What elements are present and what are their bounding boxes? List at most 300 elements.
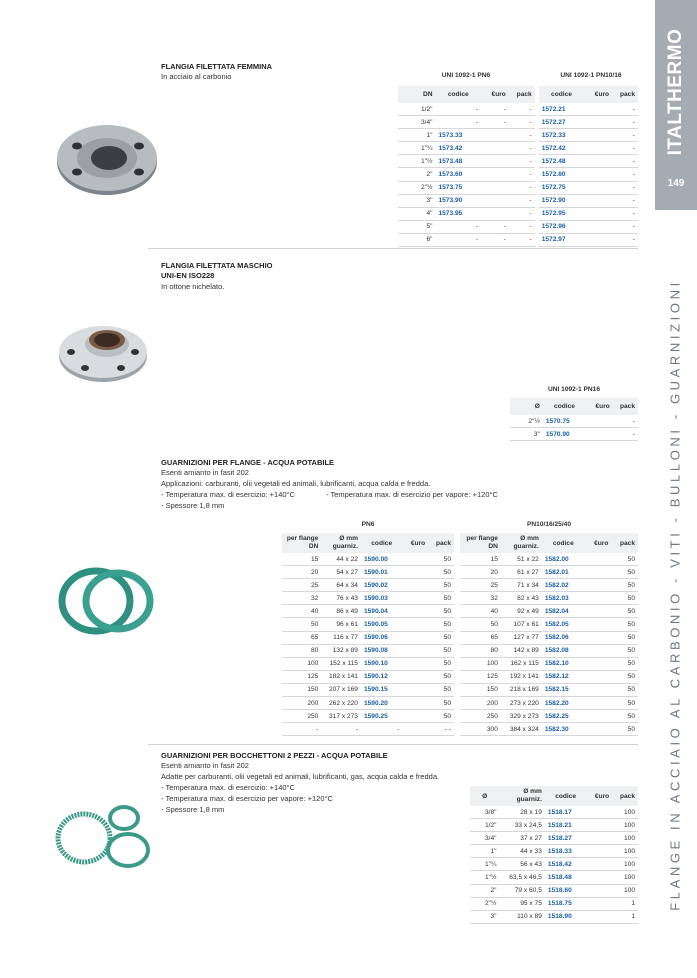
table-row bbox=[460, 605, 638, 618]
divider bbox=[148, 248, 638, 249]
table-row bbox=[282, 697, 454, 710]
table-row bbox=[398, 194, 638, 207]
s4-tbody bbox=[470, 806, 638, 923]
cell: 20 bbox=[282, 566, 321, 579]
cell: 1518.60 bbox=[545, 884, 587, 897]
cell bbox=[402, 697, 428, 710]
cell: 86 x 49 bbox=[321, 605, 361, 618]
section3-line1: Esenti amianto in fasit 202 bbox=[161, 468, 249, 477]
cell bbox=[402, 618, 428, 631]
table-row bbox=[282, 618, 454, 631]
cell: 1582.00 bbox=[542, 553, 585, 566]
s3-table-pn10 bbox=[460, 533, 638, 736]
cell: 250 bbox=[282, 710, 321, 723]
cell: 50 bbox=[611, 683, 638, 696]
table-row bbox=[460, 657, 638, 670]
table-row bbox=[470, 910, 638, 923]
cell: - bbox=[282, 723, 321, 736]
cell: - bbox=[509, 116, 537, 129]
cell: 262 x 220 bbox=[321, 697, 361, 710]
cell: 1590.00 bbox=[361, 553, 402, 566]
cell: - bbox=[509, 233, 537, 246]
cell: - - bbox=[428, 723, 454, 736]
cell: 1" bbox=[470, 845, 500, 858]
cell: - bbox=[613, 415, 638, 428]
cell: 1518.42 bbox=[545, 858, 587, 871]
cell bbox=[585, 605, 612, 618]
cell bbox=[402, 579, 428, 592]
cell bbox=[586, 806, 612, 819]
cell: - bbox=[509, 129, 537, 142]
cell bbox=[585, 683, 612, 696]
cell bbox=[586, 858, 612, 871]
cell: - bbox=[612, 207, 638, 220]
table-row bbox=[398, 181, 638, 194]
table-row bbox=[460, 710, 638, 723]
cell: 50 bbox=[611, 566, 638, 579]
s2-group: UNI 1092-1 PN16 bbox=[547, 386, 601, 393]
cell: 37 x 27 bbox=[500, 832, 545, 845]
cell bbox=[585, 631, 612, 644]
cell: 1518.75 bbox=[545, 897, 587, 910]
cell: 50 bbox=[611, 631, 638, 644]
cell: 44 x 33 bbox=[500, 845, 545, 858]
table-row bbox=[460, 670, 638, 683]
cell: 32 bbox=[282, 592, 321, 605]
label: Ø mm bbox=[523, 788, 542, 795]
cell: 107 x 61 bbox=[501, 618, 542, 631]
cell: 50 bbox=[611, 618, 638, 631]
s2-h-pack: pack bbox=[613, 398, 638, 415]
cell: 1573.95 bbox=[435, 207, 481, 220]
cell: 100 bbox=[612, 819, 638, 832]
cell: 50 bbox=[428, 683, 454, 696]
cell bbox=[402, 592, 428, 605]
cell: 50 bbox=[611, 697, 638, 710]
cell: - bbox=[481, 103, 509, 116]
table-row bbox=[398, 129, 638, 142]
cell: 1/2" bbox=[398, 103, 435, 116]
cell: - bbox=[612, 103, 638, 116]
cell: - bbox=[481, 220, 509, 233]
s1-h-dn: DN bbox=[398, 86, 435, 103]
cell: 1"¼ bbox=[470, 858, 500, 871]
cell: 1590.12 bbox=[361, 670, 402, 683]
cell: 50 bbox=[611, 553, 638, 566]
table-row bbox=[398, 168, 638, 181]
cell: 1572.27 bbox=[537, 116, 585, 129]
cell: 50 bbox=[428, 657, 454, 670]
cell: 100 bbox=[612, 884, 638, 897]
cell: 56 x 43 bbox=[500, 858, 545, 871]
cell: 40 bbox=[282, 605, 321, 618]
label: guarniz. bbox=[332, 543, 358, 550]
cell bbox=[586, 819, 612, 832]
cell: - bbox=[509, 181, 537, 194]
cell: 50 bbox=[611, 644, 638, 657]
cell: 1582.30 bbox=[542, 723, 585, 736]
table-row bbox=[282, 723, 454, 736]
category-title: FLANGE IN ACCIAIO AL CARBONIO - VITI - BULLONI - GUARNIZIONI bbox=[667, 279, 683, 911]
section3-line3b: - Temperatura max. di esercizio per vapore: +120°C bbox=[326, 490, 498, 499]
table-row bbox=[470, 897, 638, 910]
cell: 150 bbox=[460, 683, 501, 696]
table-row bbox=[470, 858, 638, 871]
cell: 1572.42 bbox=[537, 142, 585, 155]
cell: 1572.96 bbox=[537, 220, 585, 233]
section1-title: FLANGIA FILETTATA FEMMINA bbox=[161, 62, 273, 71]
section4-line1: Esenti amianto in fasit 202 bbox=[161, 761, 249, 770]
sidebar bbox=[655, 0, 697, 978]
s3-table-pn6 bbox=[282, 533, 454, 736]
cell: 1570.90 bbox=[543, 428, 586, 441]
table-row bbox=[470, 884, 638, 897]
table-row bbox=[282, 670, 454, 683]
s1-h-pack: pack bbox=[509, 86, 537, 103]
cell: 384 x 324 bbox=[501, 723, 542, 736]
cell: - bbox=[509, 168, 537, 181]
cell: 100 bbox=[612, 806, 638, 819]
section2-subtitle: UNI-EN ISO228 bbox=[161, 271, 215, 280]
s1-h-euro: €uro bbox=[481, 86, 509, 103]
s3b-tbody bbox=[460, 553, 638, 736]
cell: 1582.06 bbox=[542, 631, 585, 644]
cell bbox=[585, 657, 612, 670]
cell: 207 x 169 bbox=[321, 683, 361, 696]
cell: - bbox=[361, 723, 402, 736]
cell: 1572.90 bbox=[537, 194, 585, 207]
cell: 3" bbox=[398, 194, 435, 207]
cell bbox=[585, 723, 612, 736]
section4-line3: - Temperatura max. di esercizio: +140°C bbox=[161, 783, 295, 792]
table-row bbox=[470, 832, 638, 845]
cell bbox=[481, 168, 509, 181]
s3a-h-per bbox=[282, 533, 321, 553]
cell bbox=[585, 566, 612, 579]
cell: 50 bbox=[428, 566, 454, 579]
section1-desc: In acciaio al carbonio bbox=[161, 72, 232, 81]
cell: 142 x 89 bbox=[501, 644, 542, 657]
cell: 44 x 22 bbox=[321, 553, 361, 566]
cell: - bbox=[612, 116, 638, 129]
cell: 1518.17 bbox=[545, 806, 587, 819]
cell: 50 bbox=[428, 553, 454, 566]
cell: 63,5 x 46,5 bbox=[500, 871, 545, 884]
cell: 50 bbox=[428, 670, 454, 683]
s3-group-a: PN6 bbox=[361, 521, 375, 528]
s2-h-codice: codice bbox=[543, 398, 586, 415]
cell: 300 bbox=[460, 723, 501, 736]
male-flange-photo bbox=[55, 316, 151, 386]
cell: 79 x 60,5 bbox=[500, 884, 545, 897]
cell: 2"½ bbox=[510, 415, 543, 428]
cell: 50 bbox=[428, 592, 454, 605]
cell: 50 bbox=[428, 631, 454, 644]
cell: 1582.01 bbox=[542, 566, 585, 579]
cell: 50 bbox=[428, 579, 454, 592]
cell: 1518.48 bbox=[545, 871, 587, 884]
cell: 218 x 169 bbox=[501, 683, 542, 696]
table-row bbox=[282, 631, 454, 644]
s4-table bbox=[470, 786, 638, 924]
cell: 25 bbox=[282, 579, 321, 592]
cell: - bbox=[435, 103, 481, 116]
s2-h-euro: €uro bbox=[586, 398, 613, 415]
cell: 329 x 273 bbox=[501, 710, 542, 723]
cell: 96 x 61 bbox=[321, 618, 361, 631]
s1-table bbox=[398, 86, 638, 247]
cell: 1590.02 bbox=[361, 579, 402, 592]
s4-h-d: Ø bbox=[470, 786, 500, 806]
cell: - bbox=[612, 155, 638, 168]
cell: 1" bbox=[398, 129, 435, 142]
cell: - bbox=[612, 129, 638, 142]
cell: - bbox=[435, 220, 481, 233]
cell bbox=[585, 710, 612, 723]
table-row bbox=[282, 553, 454, 566]
s1-group-a: UNI 1092-1 PN6 bbox=[441, 72, 491, 79]
cell: 1582.25 bbox=[542, 710, 585, 723]
cell: 51 x 22 bbox=[501, 553, 542, 566]
table-row bbox=[398, 142, 638, 155]
s3a-h-mm bbox=[321, 533, 361, 553]
cell: 1590.04 bbox=[361, 605, 402, 618]
table-row bbox=[460, 566, 638, 579]
label: DN bbox=[488, 543, 498, 550]
cell bbox=[481, 181, 509, 194]
table-row bbox=[470, 871, 638, 884]
table-row bbox=[460, 631, 638, 644]
cell: 1590.10 bbox=[361, 657, 402, 670]
cell: 1590.01 bbox=[361, 566, 402, 579]
s3a-h-codice: codice bbox=[361, 533, 402, 553]
table-row bbox=[460, 697, 638, 710]
cell: 65 bbox=[282, 631, 321, 644]
cell: 1/2" bbox=[470, 819, 500, 832]
cell: 3/4" bbox=[470, 832, 500, 845]
cell: 50 bbox=[611, 670, 638, 683]
table-row bbox=[460, 683, 638, 696]
cell: 50 bbox=[611, 710, 638, 723]
cell: 1582.02 bbox=[542, 579, 585, 592]
cell: 1573.48 bbox=[435, 155, 481, 168]
s4-h-mm bbox=[500, 786, 545, 806]
table-row bbox=[510, 415, 638, 428]
table-row bbox=[398, 103, 638, 116]
section2-title: FLANGIA FILETTATA MASCHIO bbox=[161, 261, 273, 270]
cell: 1573.60 bbox=[435, 168, 481, 181]
cell: 1572.33 bbox=[537, 129, 585, 142]
cell: 182 x 141 bbox=[321, 670, 361, 683]
label: per flange bbox=[466, 535, 498, 542]
cell: 50 bbox=[611, 579, 638, 592]
cell: 1572.48 bbox=[537, 155, 585, 168]
cell: - bbox=[481, 116, 509, 129]
cell: 82 x 43 bbox=[501, 592, 542, 605]
cell bbox=[586, 897, 612, 910]
brand-box bbox=[655, 0, 697, 210]
cell: 200 bbox=[282, 697, 321, 710]
s1-tbody bbox=[398, 103, 638, 247]
cell: 25 bbox=[460, 579, 501, 592]
section3-line2: Applicazioni: carburanti, olii vegetali ed animali, lubrificanti, acqua calda e fredda. bbox=[161, 479, 431, 488]
cell bbox=[402, 605, 428, 618]
cell: 50 bbox=[611, 657, 638, 670]
cell: 50 bbox=[611, 605, 638, 618]
cell: 80 bbox=[282, 644, 321, 657]
s1-h-euro-b: €uro bbox=[584, 86, 612, 103]
table-row bbox=[282, 657, 454, 670]
cell: - bbox=[509, 220, 537, 233]
cell: - bbox=[509, 103, 537, 116]
s3a-h-pack: pack bbox=[428, 533, 454, 553]
cell: 100 bbox=[612, 832, 638, 845]
cell: 5" bbox=[398, 220, 435, 233]
s4-h-pack: pack bbox=[612, 786, 638, 806]
section4-line4: - Temperatura max. di esercizio per vapore: +120°C bbox=[161, 794, 333, 803]
table-row bbox=[470, 819, 638, 832]
cell: 1518.90 bbox=[545, 910, 587, 923]
cell: 95 x 75 bbox=[500, 897, 545, 910]
cell: 33 x 24,5 bbox=[500, 819, 545, 832]
cell: - bbox=[509, 142, 537, 155]
cell bbox=[481, 129, 509, 142]
cell bbox=[586, 832, 612, 845]
cell: 150 bbox=[282, 683, 321, 696]
cell: 250 bbox=[460, 710, 501, 723]
cell: 192 x 141 bbox=[501, 670, 542, 683]
female-flange-photo bbox=[55, 118, 159, 198]
table-row bbox=[398, 220, 638, 233]
cell: 1590.05 bbox=[361, 618, 402, 631]
cell: - bbox=[321, 723, 361, 736]
cell: 2"½ bbox=[398, 181, 435, 194]
cell: 76 x 43 bbox=[321, 592, 361, 605]
cell: 1518.27 bbox=[545, 832, 587, 845]
cell: 80 bbox=[460, 644, 501, 657]
cell: 200 bbox=[460, 697, 501, 710]
cell: 100 bbox=[282, 657, 321, 670]
cell: 3/8" bbox=[470, 806, 500, 819]
cell: - bbox=[612, 168, 638, 181]
table-row bbox=[470, 845, 638, 858]
cell: 1518.33 bbox=[545, 845, 587, 858]
cell: 3" bbox=[510, 428, 543, 441]
cell bbox=[585, 592, 612, 605]
cell: 50 bbox=[282, 618, 321, 631]
s3-group-b: PN10/16/25/40 bbox=[527, 521, 571, 528]
cell: 40 bbox=[460, 605, 501, 618]
cell: 1590.03 bbox=[361, 592, 402, 605]
cell bbox=[585, 697, 612, 710]
cell: 100 bbox=[612, 858, 638, 871]
s2-table bbox=[510, 398, 638, 441]
section2-desc: In ottone nichelato. bbox=[161, 282, 225, 291]
cell: 65 bbox=[460, 631, 501, 644]
s3b-h-per bbox=[460, 533, 501, 553]
cell: 71 x 34 bbox=[501, 579, 542, 592]
cell bbox=[481, 207, 509, 220]
s1-h-pack-b: pack bbox=[612, 86, 638, 103]
cell: 116 x 77 bbox=[321, 631, 361, 644]
table-row bbox=[398, 207, 638, 220]
label: guarniz. bbox=[516, 796, 542, 803]
cell: 1"½ bbox=[470, 871, 500, 884]
cell: 28 x 19 bbox=[500, 806, 545, 819]
cell: 1582.12 bbox=[542, 670, 585, 683]
cell: - bbox=[481, 233, 509, 246]
cell bbox=[402, 723, 428, 736]
cell: 32 bbox=[460, 592, 501, 605]
cell: 1582.20 bbox=[542, 697, 585, 710]
section4-line5: - Spessore 1,8 mm bbox=[161, 805, 225, 814]
cell: - bbox=[509, 155, 537, 168]
cell: 1 bbox=[612, 910, 638, 923]
table-row bbox=[460, 592, 638, 605]
cell bbox=[585, 579, 612, 592]
cell: 1573.90 bbox=[435, 194, 481, 207]
cell: 15 bbox=[282, 553, 321, 566]
cell: 1573.75 bbox=[435, 181, 481, 194]
cell: 61 x 27 bbox=[501, 566, 542, 579]
table-row bbox=[460, 553, 638, 566]
cell: 1572.97 bbox=[537, 233, 585, 246]
brand-logo: ITALTHERMO bbox=[665, 28, 686, 156]
cell: 1582.04 bbox=[542, 605, 585, 618]
s3b-h-mm bbox=[501, 533, 542, 553]
cell: 1518.21 bbox=[545, 819, 587, 832]
cell: 317 x 273 bbox=[321, 710, 361, 723]
cell bbox=[481, 142, 509, 155]
cell bbox=[402, 670, 428, 683]
cell: - bbox=[612, 220, 638, 233]
cell: 50 bbox=[428, 710, 454, 723]
cell bbox=[402, 683, 428, 696]
cell: 1582.03 bbox=[542, 592, 585, 605]
cell: 1590.06 bbox=[361, 631, 402, 644]
cell: 1590.25 bbox=[361, 710, 402, 723]
cell: 4" bbox=[398, 207, 435, 220]
flange-gaskets-photo bbox=[58, 565, 154, 637]
cell: - bbox=[509, 194, 537, 207]
cell bbox=[586, 871, 612, 884]
cell: 1572.95 bbox=[537, 207, 585, 220]
section3-title: GUARNIZIONI PER FLANGE - ACQUA POTABILE bbox=[161, 458, 335, 467]
cell: 1572.75 bbox=[537, 181, 585, 194]
section3-line3a: - Temperatura max. di esercizio: +140°C bbox=[161, 490, 295, 499]
cell: 64 x 34 bbox=[321, 579, 361, 592]
cell: - bbox=[435, 233, 481, 246]
cell bbox=[481, 194, 509, 207]
cell: 3/4" bbox=[398, 116, 435, 129]
cell bbox=[586, 910, 612, 923]
divider bbox=[148, 744, 638, 745]
table-row bbox=[460, 579, 638, 592]
table-row bbox=[282, 710, 454, 723]
cell: 2"½ bbox=[470, 897, 500, 910]
cell: - bbox=[435, 116, 481, 129]
cell: 1572.21 bbox=[537, 103, 585, 116]
cell: 1590.20 bbox=[361, 697, 402, 710]
cell: 132 x 89 bbox=[321, 644, 361, 657]
cell: 54 x 27 bbox=[321, 566, 361, 579]
cell: 162 x 115 bbox=[501, 657, 542, 670]
table-row bbox=[460, 644, 638, 657]
section4-title: GUARNIZIONI PER BOCCHETTONI 2 PEZZI - ACQUA POTABILE bbox=[161, 751, 388, 760]
table-row bbox=[510, 428, 638, 441]
cell: 50 bbox=[428, 644, 454, 657]
cell: 3" bbox=[470, 910, 500, 923]
